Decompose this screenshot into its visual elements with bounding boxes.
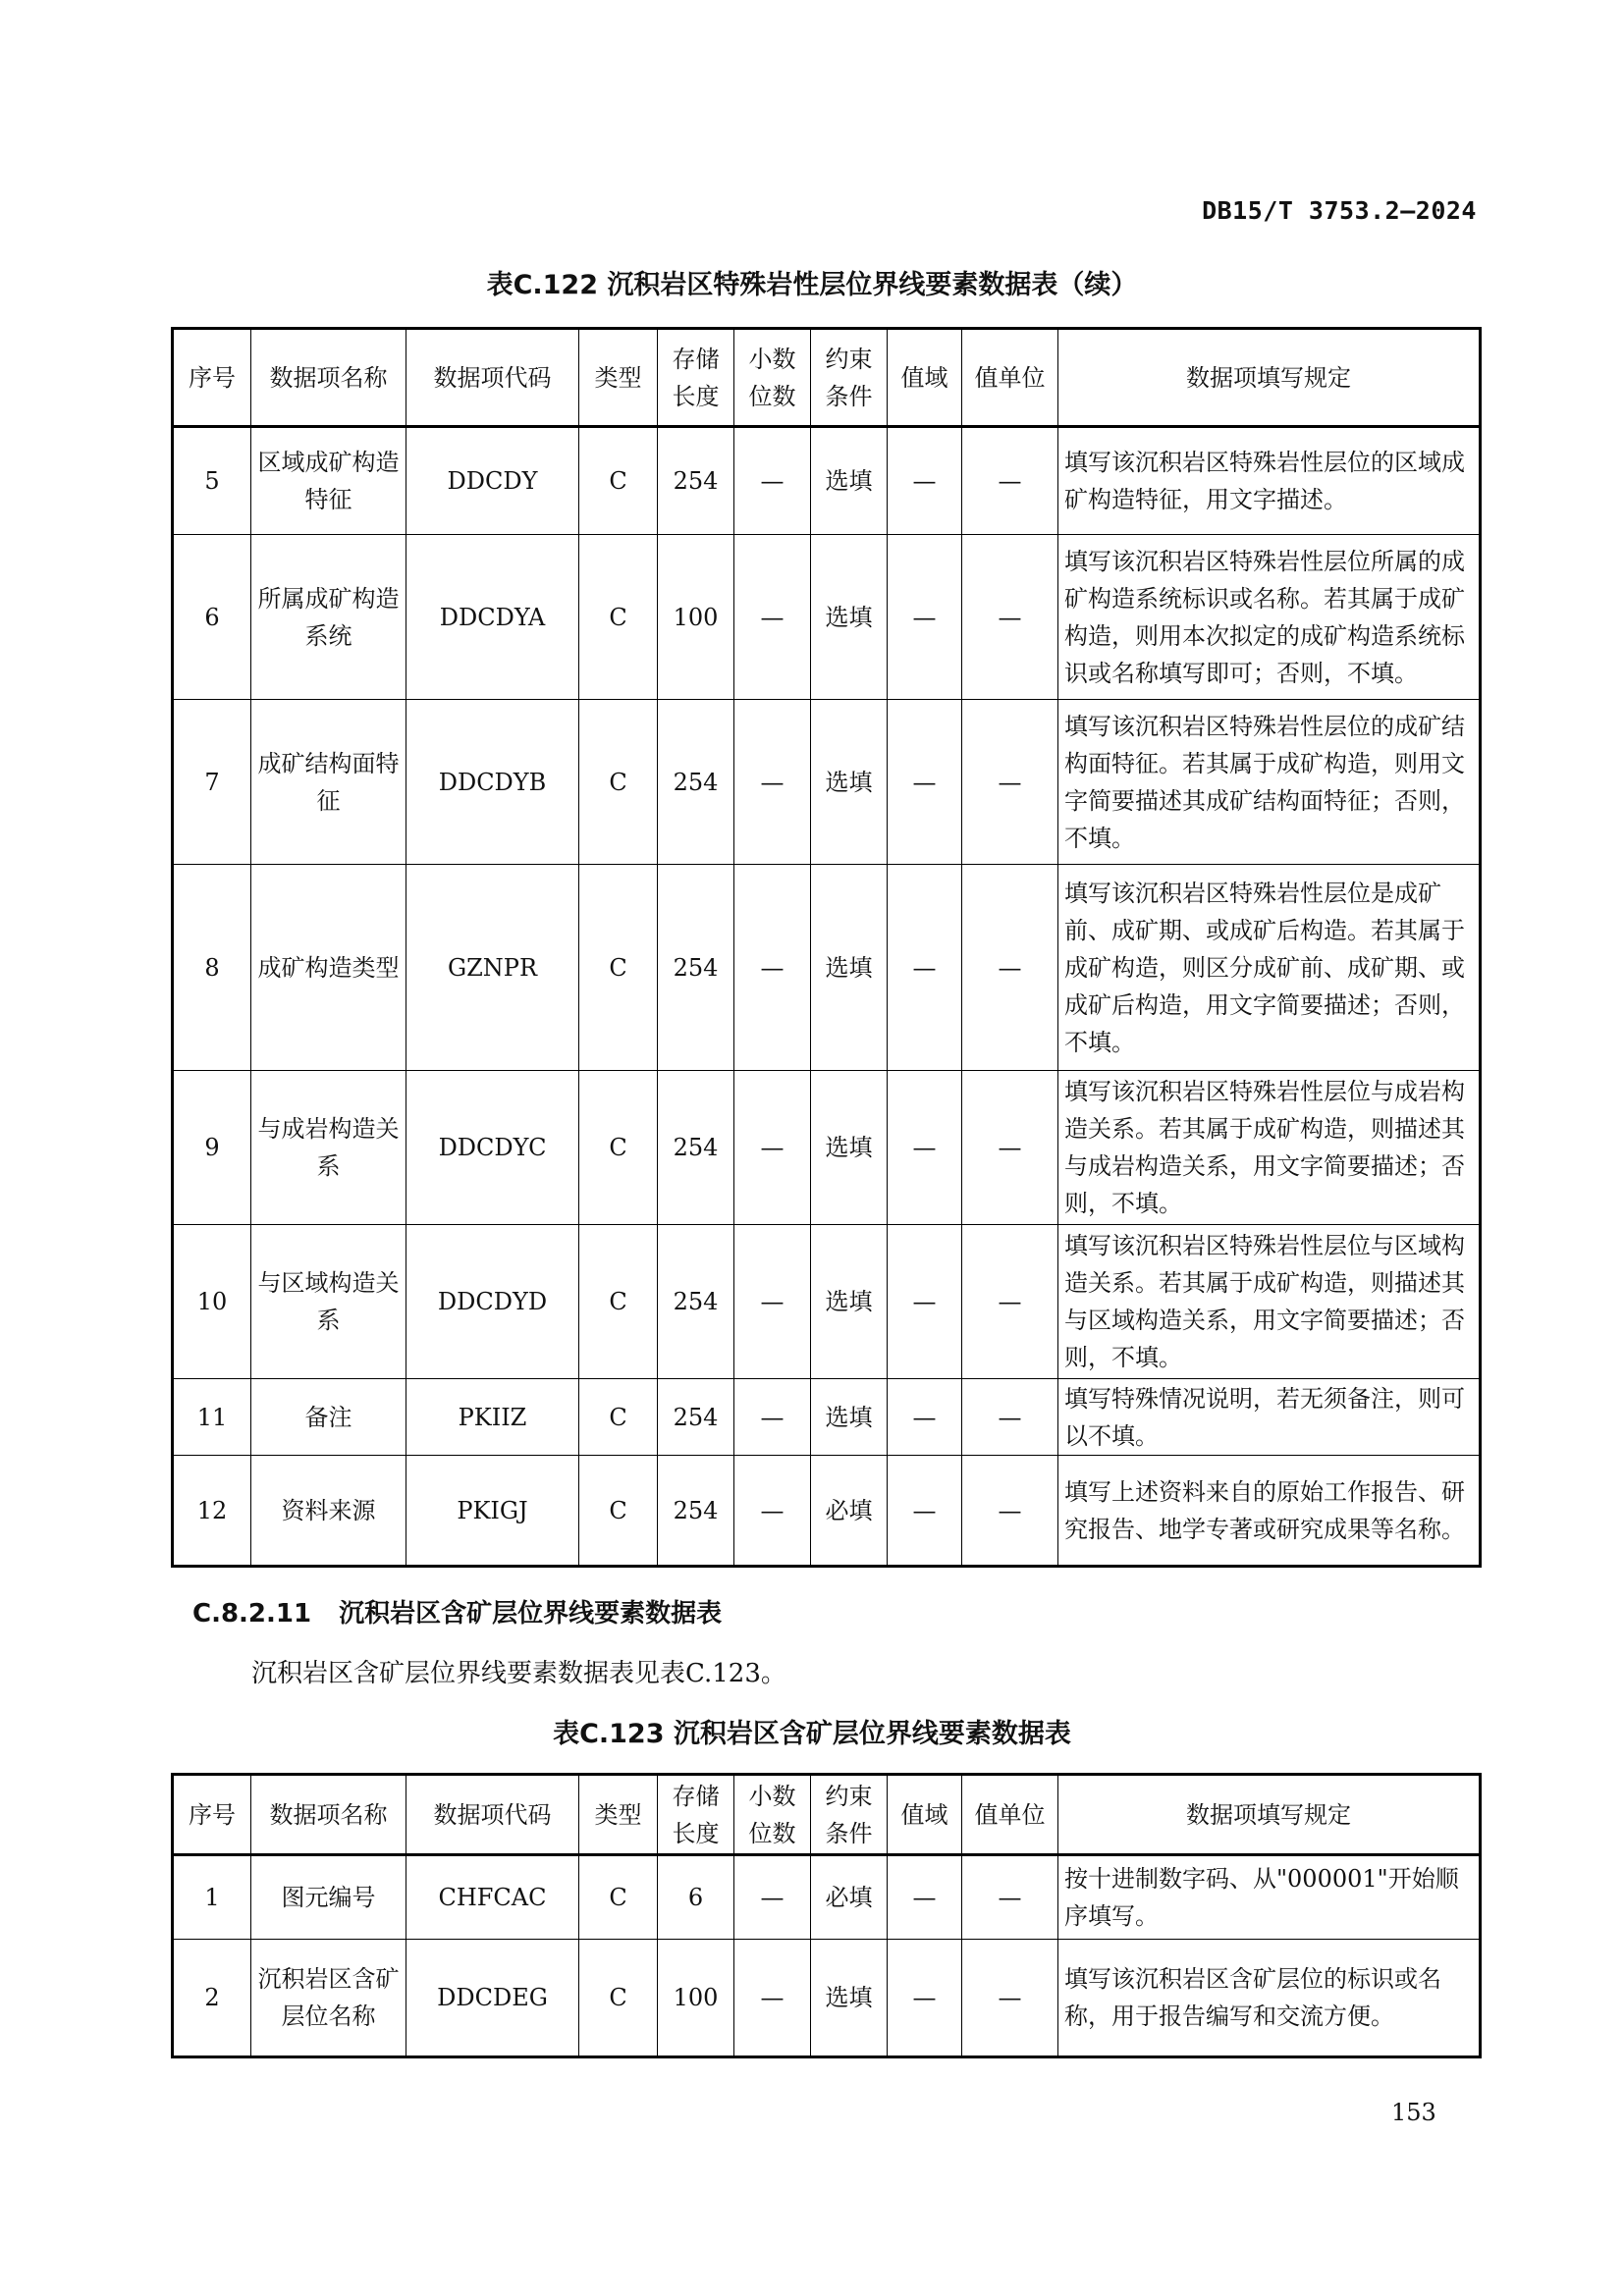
cell-type: C [579,1225,658,1379]
table-row [173,1456,1481,1567]
col-header: 类型 [579,1775,658,1855]
cell-name: 备注 [251,1379,406,1456]
table-row [173,427,1481,535]
cell-name: 成矿结构面特征 [251,700,406,865]
cell-constraint: 选填 [811,427,888,535]
cell-length: 254 [658,865,734,1071]
table1 [171,327,1482,1568]
cell-rule: 按十进制数字码、从"000001"开始顺序填写。 [1058,1855,1481,1940]
cell-type: C [579,1456,658,1567]
cell-code: DDCDEG [406,1940,579,2057]
cell-constraint: 必填 [811,1456,888,1567]
cell-no: 10 [173,1225,251,1379]
section-paragraph: 沉积岩区含矿层位界线要素数据表见表C.123。 [251,1659,786,1688]
cell-code: DDCDY [406,427,579,535]
cell-domain: — [888,1071,962,1225]
section-heading [192,1593,722,1629]
section-title: 沉积岩区含矿层位界线要素数据表 [339,1599,723,1629]
cell-decimal: — [734,1456,811,1567]
cell-domain: — [888,700,962,865]
cell-no: 9 [173,1071,251,1225]
cell-length: 254 [658,427,734,535]
cell-constraint: 选填 [811,865,888,1071]
cell-constraint: 选填 [811,1940,888,2057]
cell-length: 254 [658,1379,734,1456]
cell-code: DDCDYB [406,700,579,865]
cell-domain: — [888,1940,962,2057]
table-row [173,535,1481,700]
cell-name: 资料来源 [251,1456,406,1567]
cell-unit: — [962,427,1058,535]
table-row [173,1855,1481,1940]
cell-no: 1 [173,1855,251,1940]
cell-rule: 填写该沉积岩区特殊岩性层位的区域成矿构造特征，用文字描述。 [1058,427,1481,535]
cell-unit: — [962,1071,1058,1225]
cell-constraint: 必填 [811,1855,888,1940]
cell-constraint: 选填 [811,535,888,700]
cell-rule: 填写特殊情况说明，若无须备注，则可以不填。 [1058,1379,1481,1456]
cell-name: 与区域构造关系 [251,1225,406,1379]
cell-domain: — [888,865,962,1071]
cell-length: 6 [658,1855,734,1940]
col-header: 小数位数 [734,329,811,427]
cell-rule: 填写该沉积岩区特殊岩性层位所属的成矿构造系统标识或名称。若其属于成矿构造，则用本次拟定的成矿构造系统标识或名称填写即可；否则，不填。 [1058,535,1481,700]
cell-unit: — [962,700,1058,865]
col-header: 值域 [888,329,962,427]
cell-type: C [579,1940,658,2057]
cell-rule: 填写该沉积岩区特殊岩性层位与区域构造关系。若其属于成矿构造，则描述其与区域构造关系，用文字简要描述；否则，不填。 [1058,1225,1481,1379]
table2-header-row [173,1775,1481,1855]
col-header: 序号 [173,1775,251,1855]
cell-no: 2 [173,1940,251,2057]
cell-rule: 填写该沉积岩区特殊岩性层位与成岩构造关系。若其属于成矿构造，则描述其与成岩构造关系，用文字简要描述；否则，不填。 [1058,1071,1481,1225]
table1-header-row [173,329,1481,427]
cell-length: 254 [658,1225,734,1379]
cell-unit: — [962,865,1058,1071]
col-header: 值域 [888,1775,962,1855]
cell-constraint: 选填 [811,1071,888,1225]
cell-name: 成矿构造类型 [251,865,406,1071]
cell-code: CHFCAC [406,1855,579,1940]
col-header: 数据项名称 [251,329,406,427]
table2-caption: 表C.123 沉积岩区含矿层位界线要素数据表 [553,1719,1071,1749]
cell-code: GZNPR [406,865,579,1071]
standard-code: DB15/T 3753.2—2024 [1202,196,1477,225]
cell-decimal: — [734,700,811,865]
table2 [171,1773,1482,2058]
cell-type: C [579,1855,658,1940]
cell-rule: 填写该沉积岩区特殊岩性层位的成矿结构面特征。若其属于成矿构造，则用文字简要描述其成矿结构面特征；否则，不填。 [1058,700,1481,865]
cell-constraint: 选填 [811,1379,888,1456]
cell-code: DDCDYD [406,1225,579,1379]
cell-rule: 填写上述资料来自的原始工作报告、研究报告、地学专著或研究成果等名称。 [1058,1456,1481,1567]
table-row [173,865,1481,1071]
col-header: 存储长度 [658,329,734,427]
cell-unit: — [962,1225,1058,1379]
table-row [173,700,1481,865]
cell-name: 沉积岩区含矿层位名称 [251,1940,406,2057]
cell-type: C [579,427,658,535]
cell-decimal: — [734,535,811,700]
cell-unit: — [962,535,1058,700]
cell-decimal: — [734,865,811,1071]
section-number: C.8.2.11 [192,1599,312,1629]
cell-decimal: — [734,1940,811,2057]
cell-decimal: — [734,1225,811,1379]
page-number: 153 [1391,2099,1436,2126]
col-header: 值单位 [962,329,1058,427]
col-header: 数据项代码 [406,329,579,427]
table-row [173,1071,1481,1225]
cell-length: 254 [658,1456,734,1567]
cell-decimal: — [734,1071,811,1225]
cell-type: C [579,700,658,865]
cell-domain: — [888,427,962,535]
col-header: 约束条件 [811,329,888,427]
table-row [173,1940,1481,2057]
cell-domain: — [888,1379,962,1456]
cell-name: 与成岩构造关系 [251,1071,406,1225]
cell-name: 区域成矿构造特征 [251,427,406,535]
cell-code: DDCDYC [406,1071,579,1225]
cell-no: 6 [173,535,251,700]
cell-decimal: — [734,427,811,535]
col-header: 存储长度 [658,1775,734,1855]
cell-decimal: — [734,1855,811,1940]
col-header: 数据项填写规定 [1058,329,1481,427]
cell-unit: — [962,1379,1058,1456]
cell-decimal: — [734,1379,811,1456]
cell-name: 图元编号 [251,1855,406,1940]
cell-unit: — [962,1855,1058,1940]
cell-length: 254 [658,1071,734,1225]
col-header: 值单位 [962,1775,1058,1855]
cell-type: C [579,865,658,1071]
cell-no: 12 [173,1456,251,1567]
cell-length: 254 [658,700,734,865]
table-row [173,1379,1481,1456]
table-row [173,1225,1481,1379]
cell-no: 8 [173,865,251,1071]
cell-code: PKIGJ [406,1456,579,1567]
cell-domain: — [888,535,962,700]
cell-domain: — [888,1456,962,1567]
cell-no: 11 [173,1379,251,1456]
cell-rule: 填写该沉积岩区含矿层位的标识或名称，用于报告编写和交流方便。 [1058,1940,1481,2057]
cell-type: C [579,1071,658,1225]
col-header: 数据项代码 [406,1775,579,1855]
col-header: 数据项名称 [251,1775,406,1855]
cell-type: C [579,535,658,700]
cell-no: 7 [173,700,251,865]
cell-unit: — [962,1940,1058,2057]
cell-constraint: 选填 [811,700,888,865]
cell-domain: — [888,1855,962,1940]
cell-code: PKIIZ [406,1379,579,1456]
cell-type: C [579,1379,658,1456]
table1-caption: 表C.122 沉积岩区特殊岩性层位界线要素数据表（续） [486,270,1138,300]
col-header: 约束条件 [811,1775,888,1855]
col-header: 小数位数 [734,1775,811,1855]
cell-name: 所属成矿构造系统 [251,535,406,700]
cell-domain: — [888,1225,962,1379]
cell-constraint: 选填 [811,1225,888,1379]
col-header: 数据项填写规定 [1058,1775,1481,1855]
cell-unit: — [962,1456,1058,1567]
cell-code: DDCDYA [406,535,579,700]
cell-no: 5 [173,427,251,535]
cell-length: 100 [658,1940,734,2057]
cell-length: 100 [658,535,734,700]
col-header: 序号 [173,329,251,427]
cell-rule: 填写该沉积岩区特殊岩性层位是成矿前、成矿期、或成矿后构造。若其属于成矿构造，则区分成矿前、成矿期、或成矿后构造，用文字简要描述；否则，不填。 [1058,865,1481,1071]
col-header: 类型 [579,329,658,427]
